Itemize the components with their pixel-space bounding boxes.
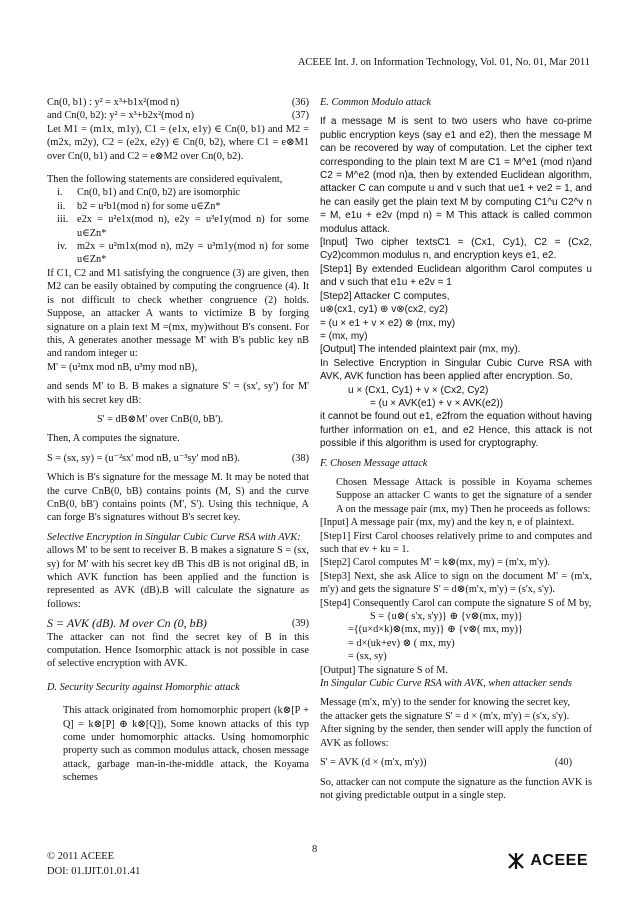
chosen-message-signature: the attacker gets the signature S' = d × (m'x, m'y) = (s'x, s'y). bbox=[320, 710, 570, 722]
paragraph-attacker: If C1, C2 and M1 satisfying the congruence (3) are given, then M2 can be easily obtained by computing the congruence (4). It is not difficult to check whether congruence (2) holds. Suppose, an attacker A wants to victimize B by forging signature on a plain text M =(mx, my)without B's consent. For this, A generates another message M' with B's public key nB and random integer u: bbox=[47, 267, 309, 360]
paragraph-equivalent: Then the following statements are considered equivalent, bbox=[47, 174, 283, 186]
statement-list bbox=[47, 186, 309, 266]
paragraph-definitions: Let M1 = (m1x, m1y), C1 = (e1x, e1y) ∈ Cn(0, b1) and M2 = (m2x, m2y), C2 = (e2x, e2y) ∈ Cn(0, b2), where C1 = e⊗M1 over Cn(0, b1) and C2 = e⊗M2 over Cn(0, b2). bbox=[47, 123, 309, 162]
chosen-message-output: [Output] The signature S of M. bbox=[320, 664, 448, 676]
chosen-message-eq2: ={(u×d×k)⊗(mx, my)} ⊕ {v⊗( mx, my)} bbox=[348, 624, 523, 636]
common-modulus-step1: [Step1] By extended Euclidean algorithm Carol computes u and v such that e1u + e2v = 1 bbox=[320, 263, 592, 289]
chosen-message-eq4: = (sx, sy) bbox=[348, 651, 387, 663]
list-item: i. Cn(0, b1) and Cn(0, b2) are isomorphic bbox=[57, 187, 241, 199]
chosen-message-eq1: S = {u⊗( s'x, s'y)} ⊕ {v⊗(mx, my)} bbox=[370, 611, 523, 623]
left-column bbox=[47, 96, 309, 785]
chosen-message-step2: [Step2] Carol computes M' = k⊗(mx, my) = (m'x, m'y). bbox=[320, 557, 551, 569]
paragraph-chosen-message: Chosen Message Attack is possible in Koyama schemes Suppose an attacker C wants to get the signature of a sender A on the message pair (mx, my) Then he proceeds as follows: bbox=[336, 476, 592, 515]
list-item: ii. b2 = u²b1(mod n) for some u∈Zn* bbox=[57, 200, 221, 212]
paragraph-allows: allows M' to be sent to receiver B. B makes a signature S = (sx, sy) for M' with his secret key dB This dB is not original dB, in which AVK function has been applied and the function is represented as AVK (dB).B will calculate the signature as follows: bbox=[47, 545, 309, 610]
chosen-message-step4: [Step4] Consequently Carol can compute the signature S of M by, bbox=[320, 597, 592, 609]
common-modulus-eq2: = (u × e1 + v × e2) ⊗ (mx, my) bbox=[320, 317, 456, 329]
chosen-message-conclusion: So, attacker can not compute the signature as the function AVK is not giving predictable output in a single step. bbox=[320, 776, 592, 801]
common-modulus-eq4: u × (Cx1, Cy1) + v × (Cx2, Cy2) bbox=[348, 384, 489, 396]
aceee-logo bbox=[506, 852, 588, 870]
section-e-heading: E. Common Modulo attack bbox=[320, 97, 431, 108]
equation-m-prime: M' = (u²mx mod nB, u³my mod nB), bbox=[47, 361, 198, 373]
paragraph-homomorphic: This attack originated from homomorphic propert (k⊗[P + Q] = k⊗[P] ⊕ k⊗[Q]), Some known attacks of this typ come under homomorphic attacks. Using homomorphic property such as common modulus attack, chosen message attack, garbage man-in-the-middle attack, the Koyama schemes bbox=[63, 705, 309, 784]
common-modulus-conclusion: it cannot be found out e1, e2from the equation without having further information on e1, and e2 Hence, this attack is not possible if this algorithm is used for cryptography. bbox=[320, 411, 592, 450]
common-modulus-output: [Output] The intended plaintext pair (mx, my). bbox=[320, 344, 521, 356]
chosen-message-input: [Input] A message pair (mx, my) and the key n, e of plaintext. bbox=[320, 517, 575, 529]
equation-39: S = AVK (dB). M over Cn (0, bB) (39) bbox=[47, 616, 309, 631]
common-modulus-eq1: u⊗(cx1, cy1) ⊕ v⊗(cx2, cy2) bbox=[320, 304, 448, 316]
paragraph-common-modulus: If a message M is sent to two users who have co-prime public encryption keys (say e1 and e2), then the message M can be recovered by way of computation. Let the cipher text corresponding to the plain text M are C1 = M^e1 (mod n)and C2 = M^e2 (mod n)a, then by extended Euclidean algorithm, attacker C can compute u and v such that ue1 + ve2 = 1, and he can easily get the plain text M by computing C1^u C2^v n = M, e1u + e2v (mpd n) = M This attack is called common modulus attack. bbox=[320, 116, 592, 235]
chosen-message-selective: In Singular Cubic Curve RSA with AVK, when attacker sends bbox=[320, 678, 572, 690]
copyright: © 2011 ACEEE bbox=[47, 851, 115, 862]
common-modulus-input: [Input] Two cipher textsC1 = (Cx1, Cy1), C2 = (Cx2, Cy2)common modulus n, and encryption keys e1, e2. bbox=[320, 237, 592, 262]
paragraph-isomorphic: The attacker can not find the secret key of B in this computation. Hence Isomorphic attack is not possible in case of selective encryption with AVK. bbox=[47, 631, 309, 670]
paragraph-sends: and sends M' to B. B makes a signature S' = (sx', sy') for M' with his secret key dB: bbox=[47, 381, 309, 406]
chosen-message-eq3: = d×(uk+ev) ⊗ ( mx, my) bbox=[348, 637, 455, 649]
equation-36: Cn(0, b1) : y² = x³+b1x²(mod n) (36) bbox=[47, 97, 309, 108]
paragraph-signature: Which is B's signature for the message M. It may be noted that the curve CnB(0, bB) contains points (M, S) and the curve CnB(0, bB') contains points (M', S'). Using this technique, A can forge B's signatures without B's secret key. bbox=[47, 472, 309, 524]
list-item: iv. m2x = u²m1x(mod n), m2y = u³m1y(mod n) for some u∈Zn* bbox=[57, 241, 309, 266]
footer-left bbox=[47, 849, 140, 879]
chosen-message-send: Message (m'x, m'y) to the sender for knowing the secret key, bbox=[320, 697, 571, 709]
doi: DOI: 01.IJIT.01.01.41 bbox=[47, 866, 141, 877]
selective-encryption-heading: Selective Encryption in Singular Cubic Curve RSA with AVK: bbox=[47, 531, 301, 543]
logo-mark-icon bbox=[506, 852, 526, 870]
section-f-heading: F. Chosen Message attack bbox=[320, 457, 428, 469]
equation-37: and Cn(0, b2): y² = x³+b2x²(mod n) (37) bbox=[47, 110, 309, 122]
equation-38: S = (sx, sy) = (u⁻²sx' mod nB, u⁻³sy' mod nB). (38) bbox=[47, 452, 309, 464]
paragraph-computes: Then, A computes the signature. bbox=[47, 433, 180, 445]
logo-text: ACEEE bbox=[530, 852, 588, 869]
page-number: 8 bbox=[312, 844, 318, 855]
running-header: ACEEE Int. J. on Information Technology, Vol. 01, No. 01, Mar 2011 bbox=[297, 57, 590, 68]
section-d-heading: D. Security Security against Homorphic attack bbox=[47, 681, 240, 693]
common-modulus-selective: In Selective Encryption in Singular Cubic Curve RSA with AVK, AVK function has been applied after encryption. So, bbox=[320, 357, 592, 383]
chosen-message-step1: [Step1] First Carol chooses relatively prime to and computes and such that ev + ku = 1. bbox=[320, 530, 592, 555]
chosen-message-after: After signing by the sender, then sender will apply the function of AVK as follows: bbox=[320, 724, 592, 749]
common-modulus-eq5: = (u × AVK(e1) + v × AVK(e2)) bbox=[370, 397, 504, 409]
chosen-message-step3: [Step3] Next, she ask Alice to sign on the document M' = (m'x, m'y) and gets the signature S' = d⊗(m'x, m'y) = (s'x, s'y). bbox=[320, 570, 592, 596]
right-column bbox=[320, 96, 592, 802]
list-item: iii. e2x = u²e1x(mod n), e2y = u³e1y(mod n) for some u∈Zn* bbox=[57, 214, 309, 239]
equation-s-prime: S' = dB⊗M' over CnB(0, bB'). bbox=[97, 413, 224, 425]
common-modulus-step2: [Step2] Attacker C computes, bbox=[320, 290, 450, 302]
common-modulus-eq3: = (mx, my) bbox=[320, 330, 368, 342]
equation-40: S' = AVK (d × (m'x, m'y)) (40) bbox=[320, 757, 572, 769]
